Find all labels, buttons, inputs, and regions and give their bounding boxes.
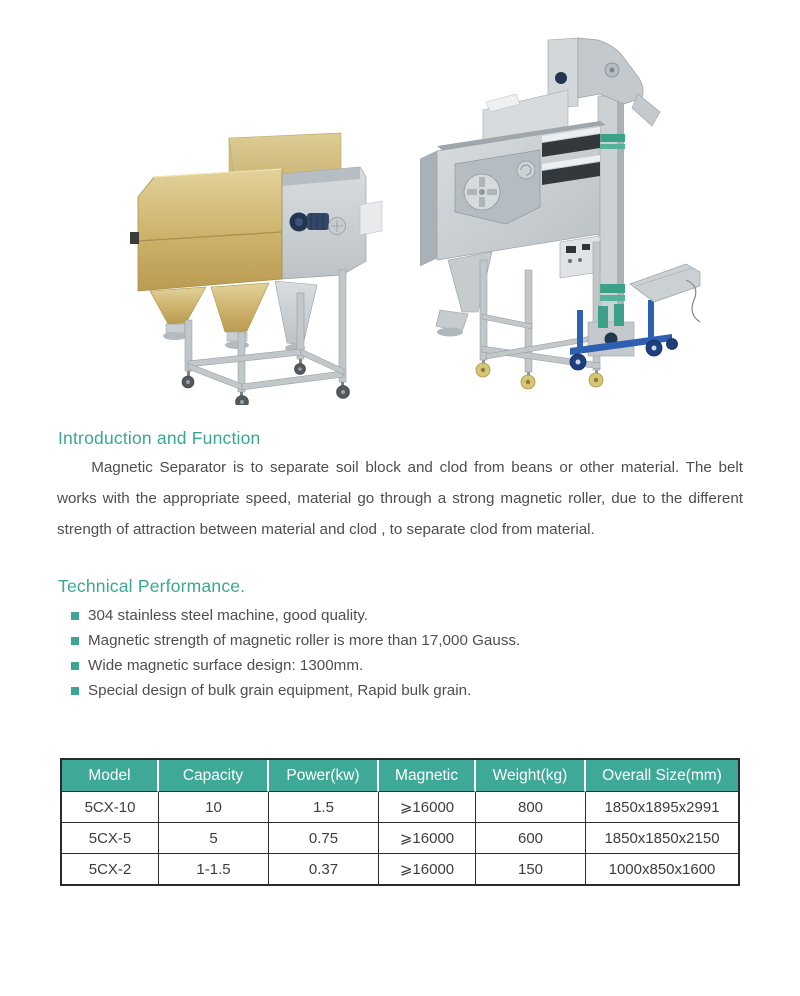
cell-magnetic: ⩾16000 bbox=[379, 792, 476, 823]
cell-size: 1000x850x1600 bbox=[608, 860, 716, 878]
cell-power: 0.37 bbox=[269, 854, 379, 884]
bullet-square-icon bbox=[71, 637, 79, 645]
tech-bullet-item bbox=[71, 653, 520, 678]
bullet-square-icon bbox=[71, 612, 79, 620]
tech-bullet-list bbox=[71, 603, 520, 703]
cell-magnetic: ⩾16000 bbox=[379, 823, 476, 854]
tech-heading: Technical Performance. bbox=[58, 576, 246, 596]
tech-bullet-item bbox=[71, 628, 520, 653]
machine-body bbox=[130, 169, 282, 291]
tech-bullet-item bbox=[71, 678, 520, 703]
drive-unit bbox=[282, 167, 382, 279]
tech-bullet-text: Wide magnetic surface design: 1300mm. bbox=[88, 657, 364, 674]
tech-bullet-text: Magnetic strength of magnetic roller is more than 17,000 Gauss. bbox=[88, 632, 521, 649]
cell-size: 1850x1895x2991 bbox=[586, 792, 738, 823]
spec-col-model: Model bbox=[62, 760, 159, 792]
cell-model: 5CX-2 bbox=[62, 854, 159, 884]
intro-paragraph: Magnetic Separator is to separate soil block and clod from beans or other material. The belt works with the appropriate speed, material go through a strong magnetic roller, due to the different strength of attraction between material and clod , to separate clod from material. bbox=[57, 459, 743, 538]
cell-size: 1850x1850x2150 bbox=[586, 823, 738, 854]
cell-magnetic: ⩾16000 bbox=[379, 854, 476, 884]
tech-bullet-text: 304 stainless steel machine, good quality. bbox=[88, 607, 369, 624]
cell-capacity: 5 bbox=[159, 823, 269, 854]
spec-col-size: Overall Size(mm) bbox=[586, 760, 738, 792]
spec-row bbox=[62, 792, 738, 823]
spec-row bbox=[62, 823, 738, 854]
cell-model: 5CX-5 bbox=[62, 823, 159, 854]
bullet-square-icon bbox=[71, 687, 79, 695]
tech-bullet-text: Special design of bulk grain equipment, Rapid bulk grain. bbox=[88, 682, 472, 699]
cell-capacity: 1-1.5 bbox=[159, 854, 269, 884]
discharge-hoppers bbox=[150, 281, 317, 352]
cell-capacity: 10 bbox=[159, 792, 269, 823]
head-spout bbox=[632, 94, 660, 126]
discharge-chute bbox=[630, 264, 700, 322]
cell-weight: 800 bbox=[476, 792, 586, 823]
tech-bullet-item bbox=[71, 603, 520, 628]
cell-power: 0.75 bbox=[269, 823, 379, 854]
product-photo-magnetic-separator-elevator bbox=[420, 18, 720, 398]
spec-col-weight: Weight(kg) bbox=[476, 760, 586, 792]
motor bbox=[307, 213, 329, 230]
product-photo-magnetic-separator bbox=[88, 105, 408, 405]
spec-col-magnetic: Magnetic bbox=[379, 760, 476, 792]
cell-model: 5CX-10 bbox=[62, 792, 159, 823]
spec-header-row bbox=[62, 760, 738, 792]
spec-table bbox=[60, 758, 740, 886]
cell-weight: 150 bbox=[476, 854, 586, 884]
latch bbox=[130, 232, 139, 244]
spec-col-power: Power(kw) bbox=[269, 760, 379, 792]
cell-power: 1.5 bbox=[269, 792, 379, 823]
spec-col-capacity: Capacity bbox=[159, 760, 269, 792]
intro-heading: Introduction and Function bbox=[58, 428, 261, 448]
machine-body bbox=[420, 121, 606, 278]
spec-row bbox=[62, 854, 738, 884]
bullet-square-icon bbox=[71, 662, 79, 670]
cell-weight: 600 bbox=[476, 823, 586, 854]
